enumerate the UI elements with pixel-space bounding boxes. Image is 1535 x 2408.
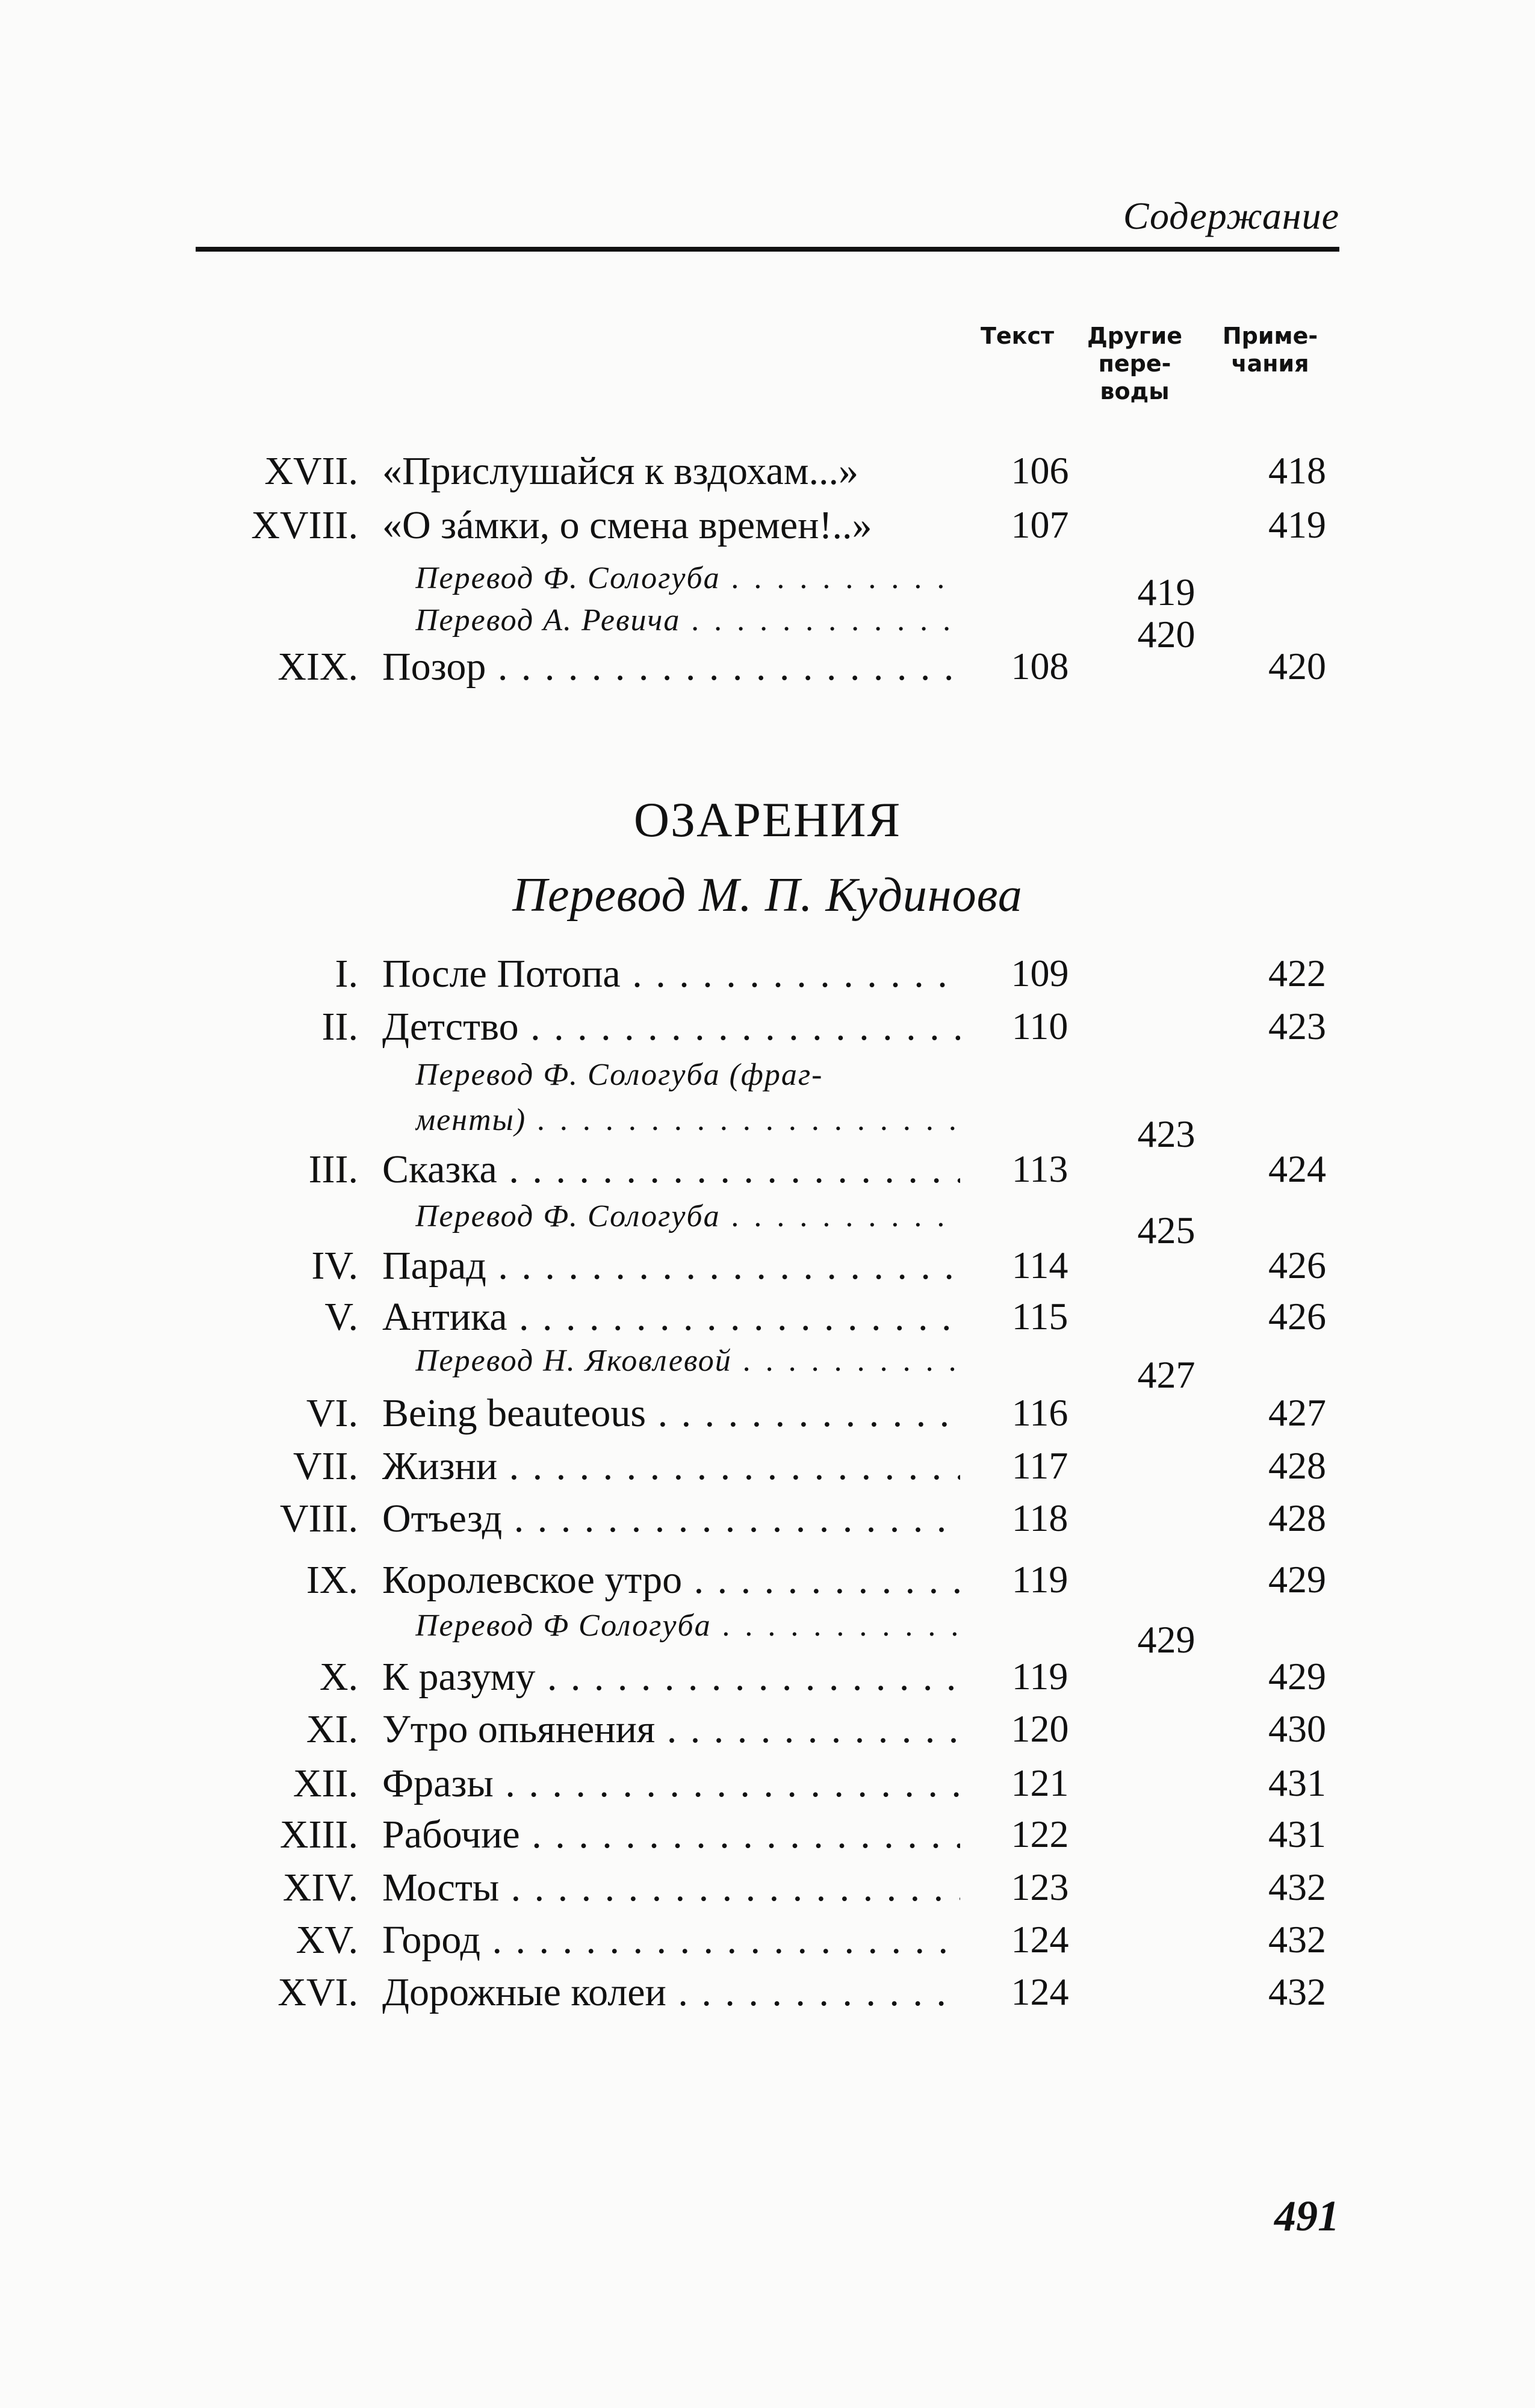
page-text: 114 xyxy=(1011,1244,1068,1286)
page-text: 124 xyxy=(1011,1970,1069,2013)
column-header-notes: Приме- чания xyxy=(1222,323,1318,377)
running-head: Содержание xyxy=(1123,194,1339,237)
page-text: 121 xyxy=(1011,1761,1069,1804)
roman-numeral: XIII. xyxy=(279,1813,358,1857)
toc-row xyxy=(0,1004,1535,1052)
roman-numeral: XIX. xyxy=(278,645,358,689)
toc-row xyxy=(0,1391,1535,1439)
page-other-translation: 429 xyxy=(1137,1618,1195,1661)
entry-title[interactable]: Рабочие . . . xyxy=(382,1812,960,1858)
toc-row xyxy=(0,1707,1535,1755)
page-notes: 419 xyxy=(1268,503,1326,546)
page-notes: 432 xyxy=(1268,1918,1326,1961)
toc-row xyxy=(0,951,1535,999)
entry-title[interactable]: Антика . . . xyxy=(382,1294,960,1340)
toc-row xyxy=(0,1496,1535,1544)
toc-row xyxy=(0,1970,1535,2018)
toc-row xyxy=(0,644,1535,692)
toc-row xyxy=(0,1444,1535,1492)
translation-credit: Перевод Н. Яковлевой . . . xyxy=(415,1343,960,1379)
page-text: 110 xyxy=(1011,1005,1068,1047)
translation-credit: Перевод А. Ревича . . . xyxy=(415,603,960,638)
page-notes: 431 xyxy=(1268,1761,1326,1804)
page-notes: 429 xyxy=(1268,1655,1326,1698)
page-notes: 420 xyxy=(1268,645,1326,687)
page-other-translation: 419 xyxy=(1137,571,1195,613)
entry-title[interactable]: «Прислушайся к вздохам...» xyxy=(382,449,859,493)
roman-numeral: VII. xyxy=(293,1444,358,1488)
roman-numeral: X. xyxy=(319,1655,358,1699)
column-header-other: Другие пере- воды xyxy=(1087,323,1183,405)
toc-row xyxy=(0,1243,1535,1291)
entry-title[interactable]: Парад . . . xyxy=(382,1243,960,1289)
page-text: 123 xyxy=(1011,1866,1069,1908)
toc-row xyxy=(0,1339,1535,1396)
page-text: 109 xyxy=(1011,952,1069,995)
page-notes: 427 xyxy=(1268,1391,1326,1434)
entry-title[interactable]: После Потопа . . . xyxy=(382,951,960,997)
entry-title[interactable]: Детство . . . xyxy=(382,1004,960,1050)
page-text: 115 xyxy=(1011,1295,1068,1338)
toc-row xyxy=(0,1812,1535,1860)
toc-row xyxy=(0,1195,1535,1252)
page-notes: 428 xyxy=(1268,1444,1326,1487)
toc-row xyxy=(0,1604,1535,1661)
page-notes: 418 xyxy=(1268,449,1326,492)
page-notes: 429 xyxy=(1268,1558,1326,1601)
page-text: 116 xyxy=(1011,1391,1068,1434)
roman-numeral: XV. xyxy=(296,1918,358,1962)
entry-title[interactable]: Жизни . . . xyxy=(382,1444,960,1489)
toc-row xyxy=(0,1147,1535,1195)
toc-row xyxy=(0,1865,1535,1913)
roman-numeral: XVI. xyxy=(278,1970,358,2014)
entry-title[interactable]: К разуму . . . xyxy=(382,1654,960,1700)
roman-numeral: IX. xyxy=(306,1558,358,1602)
entry-title[interactable]: Being beauteous . . . xyxy=(382,1391,960,1436)
roman-numeral: V. xyxy=(324,1295,358,1339)
translation-credit: менты) . . . xyxy=(415,1102,960,1138)
page-notes: 423 xyxy=(1268,1005,1326,1047)
page-notes: 426 xyxy=(1268,1244,1326,1286)
page-text: 108 xyxy=(1011,645,1069,687)
page-text: 118 xyxy=(1011,1497,1068,1539)
page-text: 107 xyxy=(1011,503,1069,546)
page-text: 119 xyxy=(1011,1655,1068,1698)
page-notes: 431 xyxy=(1268,1813,1326,1855)
column-header-text: Текст xyxy=(980,323,1055,349)
toc-row xyxy=(0,557,1535,613)
roman-numeral: VIII. xyxy=(279,1497,358,1541)
roman-numeral: XVIII. xyxy=(251,503,358,547)
page-notes: 428 xyxy=(1268,1497,1326,1539)
toc-row xyxy=(0,1557,1535,1606)
toc-row xyxy=(0,1099,1535,1155)
section-translator: Перевод М. П. Кудинова xyxy=(512,869,1023,922)
roman-numeral: IV. xyxy=(311,1244,358,1288)
entry-title[interactable]: Сказка . . . xyxy=(382,1147,960,1193)
page-other-translation: 427 xyxy=(1137,1353,1195,1396)
entry-title[interactable]: Фразы . . . xyxy=(382,1761,960,1807)
translation-credit: Перевод Ф. Сологуба (фраг- xyxy=(415,1058,823,1092)
page-notes: 424 xyxy=(1268,1147,1326,1190)
toc-row xyxy=(0,1917,1535,1966)
entry-title[interactable]: Дорожные колеи . . . xyxy=(382,1970,960,2015)
toc-row xyxy=(0,448,1535,497)
page-notes: 432 xyxy=(1268,1866,1326,1908)
toc-row xyxy=(0,503,1535,551)
roman-numeral: XII. xyxy=(293,1761,358,1805)
toc-row xyxy=(0,1054,1535,1102)
entry-title[interactable]: «О зáмки, о смена времен!..» xyxy=(382,503,872,547)
page-text: 119 xyxy=(1011,1558,1068,1601)
page-notes: 422 xyxy=(1268,952,1326,995)
entry-title[interactable]: Утро опьянения . . . xyxy=(382,1707,960,1752)
page-text: 113 xyxy=(1011,1147,1068,1190)
page-other-translation: 425 xyxy=(1137,1209,1195,1252)
roman-numeral: XVII. xyxy=(264,449,358,493)
page-other-translation: 423 xyxy=(1137,1112,1195,1155)
toc-row xyxy=(0,1654,1535,1702)
entry-title[interactable]: Королевское утро . . . xyxy=(382,1557,960,1603)
translation-credit: Перевод Ф Сологуба . . . xyxy=(415,1608,960,1643)
page-text: 106 xyxy=(1011,449,1069,492)
entry-title[interactable]: Позор . . . xyxy=(382,644,960,690)
page-notes: 426 xyxy=(1268,1295,1326,1338)
header-rule xyxy=(196,247,1339,252)
page-text: 124 xyxy=(1011,1918,1069,1961)
page-number: 491 xyxy=(1274,2192,1339,2240)
page-other-translation: 420 xyxy=(1137,613,1195,656)
translation-credit: Перевод Ф. Сологуба . . . xyxy=(415,560,960,596)
roman-numeral: I. xyxy=(335,952,358,996)
page-notes: 432 xyxy=(1268,1970,1326,2013)
entry-title[interactable]: Мосты . . . xyxy=(382,1865,960,1911)
entry-title[interactable]: Город . . . xyxy=(382,1917,960,1963)
page-text: 120 xyxy=(1011,1707,1069,1750)
translation-credit: Перевод Ф. Сологуба . . . xyxy=(415,1199,960,1234)
roman-numeral: XI. xyxy=(306,1707,358,1751)
roman-numeral: VI. xyxy=(306,1391,358,1435)
roman-numeral: III. xyxy=(308,1147,358,1191)
section-title: ОЗАРЕНИЯ xyxy=(633,792,902,847)
entry-title[interactable]: Отъезд . . . xyxy=(382,1496,960,1542)
roman-numeral: XIV. xyxy=(282,1866,358,1910)
roman-numeral: II. xyxy=(321,1005,358,1049)
toc-row xyxy=(0,599,1535,656)
toc-row xyxy=(0,1294,1535,1342)
page-notes: 430 xyxy=(1268,1707,1326,1750)
page-text: 122 xyxy=(1011,1813,1069,1855)
toc-row xyxy=(0,1761,1535,1809)
page-text: 117 xyxy=(1011,1444,1068,1487)
